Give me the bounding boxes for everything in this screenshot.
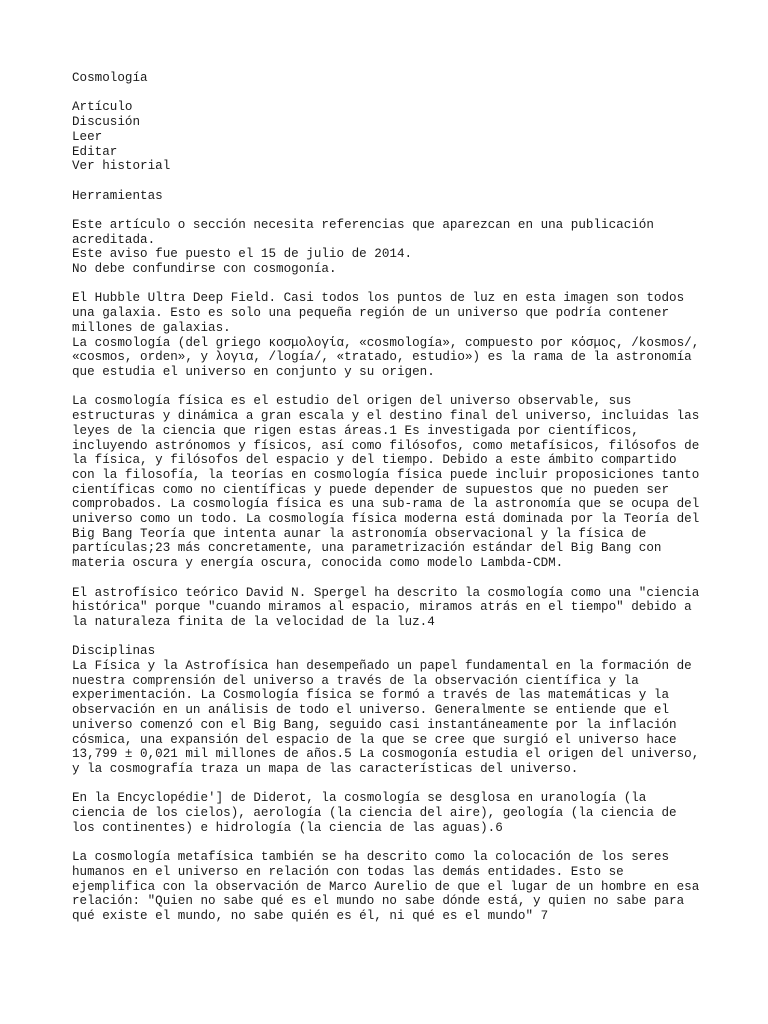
- paragraph-line: millones de galaxias.: [72, 320, 231, 335]
- paragraph-line: observación en un análisis de todo el universo. Generalmente se entiende que el: [72, 703, 670, 718]
- tools-menu[interactable]: Herramientas: [72, 188, 163, 203]
- paragraph-line: humanos en el universo en relación con todas las demás entidades. Esto se: [72, 864, 624, 879]
- notice-line: No debe confundirse con cosmogonía.: [72, 262, 337, 277]
- paragraph-line: científicas como no científicas y puede depender de supuestos que no pueden ser: [72, 482, 670, 497]
- tab-leer[interactable]: Leer: [72, 129, 103, 144]
- article-tabs: [72, 100, 712, 174]
- spacer: [72, 86, 712, 101]
- notice-line: Este aviso fue puesto el 15 de julio de 2014.: [72, 247, 413, 262]
- paragraph-line: «cosmos, orden», y λογια, /logía/, «tratado, estudio») es la rama de la astronomía: [72, 350, 692, 365]
- paragraph-line: universo comenzó con el Big Bang, seguido casi instantáneamente por la inflación: [72, 717, 677, 732]
- disciplines-paragraph: [72, 659, 712, 777]
- paragraph-line: con la filosofía, la teorías en cosmología física puede incluir proposiciones tanto: [72, 467, 700, 482]
- paragraph-line: que estudia el universo en conjunto y su origen.: [72, 365, 435, 379]
- paragraph-line: los continentes) e hidrología (la ciencia de las aguas).6: [72, 820, 503, 835]
- paragraph-line: comprobados. La cosmología física es una sub-rama de la astronomía que se ocupa del: [72, 497, 700, 512]
- spacer: [72, 835, 712, 850]
- section-heading-disciplinas: Disciplinas: [72, 644, 156, 659]
- paragraph-line: La Física y la Astrofísica han desempeñado un papel fundamental en la formación de: [72, 659, 692, 674]
- paragraph-line: Big Bang Teoría que intenta aunar la astronomía observacional y la física de: [72, 526, 647, 541]
- tab-editar[interactable]: Editar: [72, 144, 118, 159]
- paragraph-line: leyes de la ciencia que rigen estas áreas.1 Es investigada por científicos,: [72, 423, 639, 438]
- paragraph-line: qué existe el mundo, no sabe quién es él, ni qué es el mundo" 7: [72, 908, 549, 923]
- tab-discusion[interactable]: Discusión: [72, 115, 141, 130]
- notice-line: Este artículo o sección necesita referencias que aparezcan en una publicación: [72, 217, 654, 232]
- article-page: [72, 71, 712, 924]
- paragraph-line: incluyendo astrónomos y físicos, así como filósofos, como metafísicos, filósofos de: [72, 438, 700, 453]
- spacer: [72, 777, 712, 792]
- spergel-paragraph: [72, 586, 712, 630]
- paragraph-line: ciencia de los cielos), aerología (la ciencia del aire), geología (la ciencia de: [72, 806, 677, 821]
- paragraph-line: El astrofísico teórico David N. Spergel ha descrito la cosmología como una "ciencia: [72, 585, 700, 600]
- spacer: [72, 203, 712, 218]
- metaphysical-cosmology-paragraph: [72, 850, 712, 924]
- paragraph-line: La cosmología física es el estudio del origen del universo observable, sus: [72, 394, 632, 409]
- paragraph-line: nuestra comprensión del universo a través de la observación científica y la: [72, 673, 639, 688]
- paragraph-line: En la Encyclopédie'] de Diderot, la cosmología se desglosa en uranología (la: [72, 791, 647, 806]
- paragraph-line: una galaxia. Esto es solo una pequeña región de un universo que podría contener: [72, 306, 670, 321]
- paragraph-line: 13,799 ± 0,021 mil millones de años.5 La cosmogonía estudia el origen del universo,: [72, 747, 700, 762]
- paragraph-line: La cosmología (del griego κοσμολογία, «cosmología», compuesto por κόσμος, /kosmos/,: [72, 335, 700, 350]
- paragraph-line: La cosmología metafísica también se ha descrito como la colocación de los seres: [72, 850, 670, 865]
- spacer: [72, 174, 712, 189]
- paragraph-line: partículas;23 más concretamente, una parametrización estándar del Big Bang con: [72, 541, 662, 556]
- paragraph-line: cósmica, una expansión del espacio de la que se cree que surgió el universo hace: [72, 732, 677, 747]
- paragraph-line: relación: "Quien no sabe qué es el mundo no sabe dónde está, y quien no sabe para: [72, 894, 685, 909]
- diderot-paragraph: [72, 791, 712, 835]
- references-notice: [72, 218, 712, 277]
- paragraph-line: El Hubble Ultra Deep Field. Casi todos los puntos de luz en esta imagen son todos: [72, 291, 685, 306]
- tab-ver-historial[interactable]: Ver historial: [72, 159, 171, 174]
- spacer: [72, 630, 712, 645]
- page-title: Cosmología: [72, 71, 148, 85]
- spacer: [72, 571, 712, 586]
- paragraph-line: ejemplifica con la observación de Marco Aurelio de que el lugar de un hombre en esa: [72, 879, 700, 894]
- paragraph-line: la naturaleza finita de la velocidad de la luz.4: [72, 614, 435, 629]
- physical-cosmology-paragraph: [72, 394, 712, 570]
- paragraph-line: universo como un todo. La cosmología física moderna está dominada por la Teoría del: [72, 512, 700, 527]
- paragraph-line: materia oscura y energía oscura, conocida como modelo Lambda-CDM.: [72, 556, 564, 571]
- tab-articulo[interactable]: Artículo: [72, 100, 133, 115]
- paragraph-line: experimentación. La Cosmología física se formó a través de las matemáticas y la: [72, 688, 670, 703]
- notice-line: acreditada.: [72, 232, 156, 247]
- spacer: [72, 380, 712, 395]
- intro-paragraph: [72, 291, 712, 379]
- paragraph-line: histórica" porque "cuando miramos al espacio, miramos atrás en el tiempo" debido a: [72, 600, 692, 615]
- paragraph-line: y la cosmografía traza un mapa de las características del universo.: [72, 761, 579, 776]
- paragraph-line: la física, y filósofos del espacio y del tiempo. Debido a este ámbito compartido: [72, 453, 677, 468]
- spacer: [72, 277, 712, 292]
- paragraph-line: estructuras y dinámica a gran escala y el destino final del universo, incluidas las: [72, 409, 700, 424]
